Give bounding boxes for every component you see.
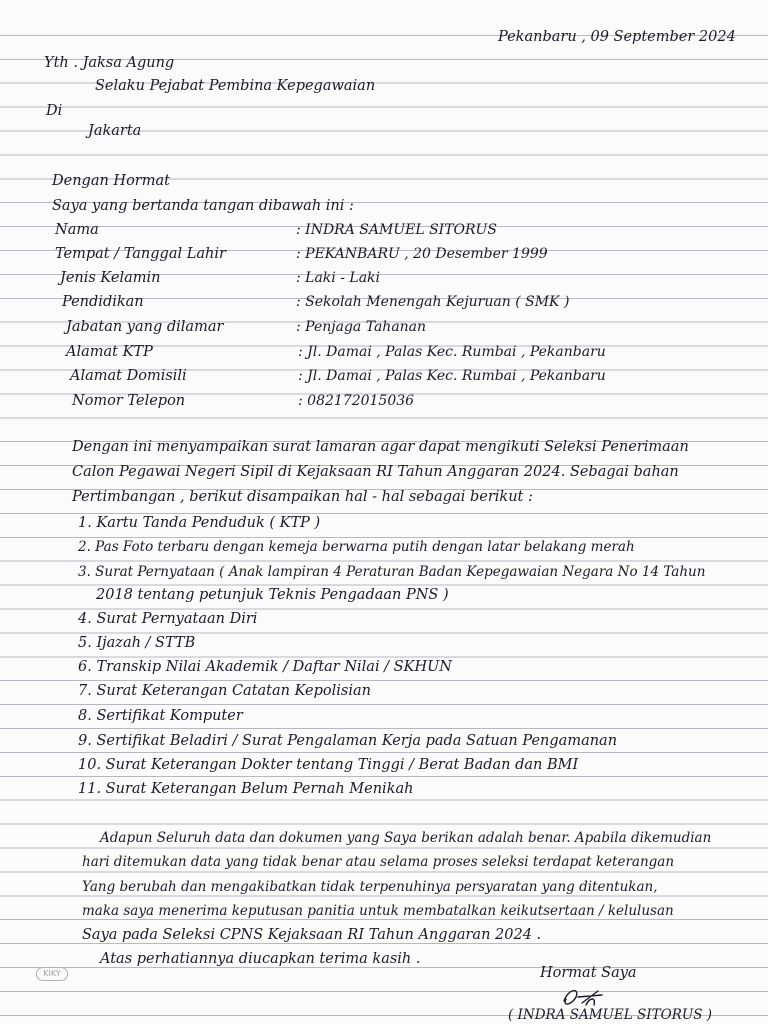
salutation: Dengan Hormat (52, 173, 170, 189)
recipient-role: Selaku Pejabat Pembina Kepegawaian (95, 78, 376, 94)
closing-line: Atas perhatiannya diucapkan terima kasih . (100, 951, 421, 967)
list-item: 4. Surat Pernyataan Diri (78, 611, 258, 627)
sign-off: Hormat Saya (540, 965, 637, 981)
identity-label-birth: Tempat / Tanggal Lahir (55, 246, 226, 262)
signer-name: ( INDRA SAMUEL SITORUS ) (508, 1007, 713, 1023)
closing-line: Adapun Seluruh data dan dokumen yang Saya berikan adalah benar. Apabila dikemudian (100, 830, 712, 846)
recipient-di: Di (46, 103, 63, 119)
identity-label-ktp-address: Alamat KTP (66, 344, 153, 360)
identity-label-name: Nama (55, 222, 99, 238)
list-item: 5. Ijazah / STTB (78, 635, 196, 651)
list-item: 11. Surat Keterangan Belum Pernah Menikah (78, 781, 414, 797)
recipient-to: Yth . Jaksa Agung (44, 55, 175, 71)
list-item: 6. Transkip Nilai Akademik / Daftar Nilai / SKHUN (78, 659, 452, 675)
identity-value-education: : Sekolah Menengah Kejuruan ( SMK ) (296, 294, 570, 310)
identity-value-birth: : PEKANBARU , 20 Desember 1999 (296, 246, 548, 262)
identity-label-domicile: Alamat Domisili (70, 368, 187, 384)
closing-line: Yang berubah dan mengakibatkan tidak terpenuhinya persyaratan yang ditentukan, (82, 879, 658, 895)
identity-label-phone: Nomor Telepon (72, 393, 186, 409)
identity-value-name: : INDRA SAMUEL SITORUS (296, 222, 497, 238)
list-item: 9. Sertifikat Beladiri / Surat Pengalaman Kerja pada Satuan Pengamanan (78, 733, 618, 749)
list-item-continuation: 2018 tentang petunjuk Teknis Pengadaan PNS ) (96, 587, 449, 603)
identity-value-position: : Penjaga Tahanan (296, 319, 427, 335)
closing-line: Saya pada Seleksi CPNS Kejaksaan RI Tahun Anggaran 2024 . (82, 927, 542, 943)
identity-value-gender: : Laki - Laki (296, 270, 381, 286)
list-item: 1. Kartu Tanda Penduduk ( KTP ) (78, 515, 321, 531)
identity-label-gender: Jenis Kelamin (60, 270, 161, 286)
closing-line: maka saya menerima keputusan panitia untuk membatalkan keikutsertaan / kelulusan (82, 903, 674, 919)
place-date: Pekanbaru , 09 September 2024 (498, 29, 736, 45)
identity-value-ktp-address: : Jl. Damai , Palas Kec. Rumbai , Pekanbaru (298, 344, 606, 360)
body-line: Dengan ini menyampaikan surat lamaran agar dapat mengikuti Seleksi Penerimaan (72, 439, 689, 455)
intro-line: Saya yang bertanda tangan dibawah ini : (52, 198, 354, 214)
identity-value-phone: : 082172015036 (298, 393, 415, 409)
identity-label-education: Pendidikan (62, 294, 144, 310)
list-item: 3. Surat Pernyataan ( Anak lampiran 4 Peraturan Badan Kepegawaian Negara No 14 Tahun (78, 564, 706, 580)
body-line: Calon Pegawai Negeri Sipil di Kejaksaan RI Tahun Anggaran 2024. Sebagai bahan (72, 464, 679, 480)
recipient-city: Jakarta (88, 123, 142, 139)
identity-label-position: Jabatan yang dilamar (66, 319, 224, 335)
list-item: 10. Surat Keterangan Dokter tentang Tinggi / Berat Badan dan BMI (78, 757, 579, 773)
list-item: 7. Surat Keterangan Catatan Kepolisian (78, 683, 371, 699)
body-line: Pertimbangan , berikut disampaikan hal - hal sebagai berikut : (72, 489, 533, 505)
identity-value-domicile: : Jl. Damai , Palas Kec. Rumbai , Pekanbaru (298, 368, 606, 384)
list-item: 8. Sertifikat Komputer (78, 708, 243, 724)
paper-brand-logo: KIKY (36, 967, 68, 981)
list-item: 2. Pas Foto terbaru dengan kemeja berwarna putih dengan latar belakang merah (78, 539, 635, 555)
closing-line: hari ditemukan data yang tidak benar atau selama proses seleksi terdapat keterangan (82, 854, 675, 870)
